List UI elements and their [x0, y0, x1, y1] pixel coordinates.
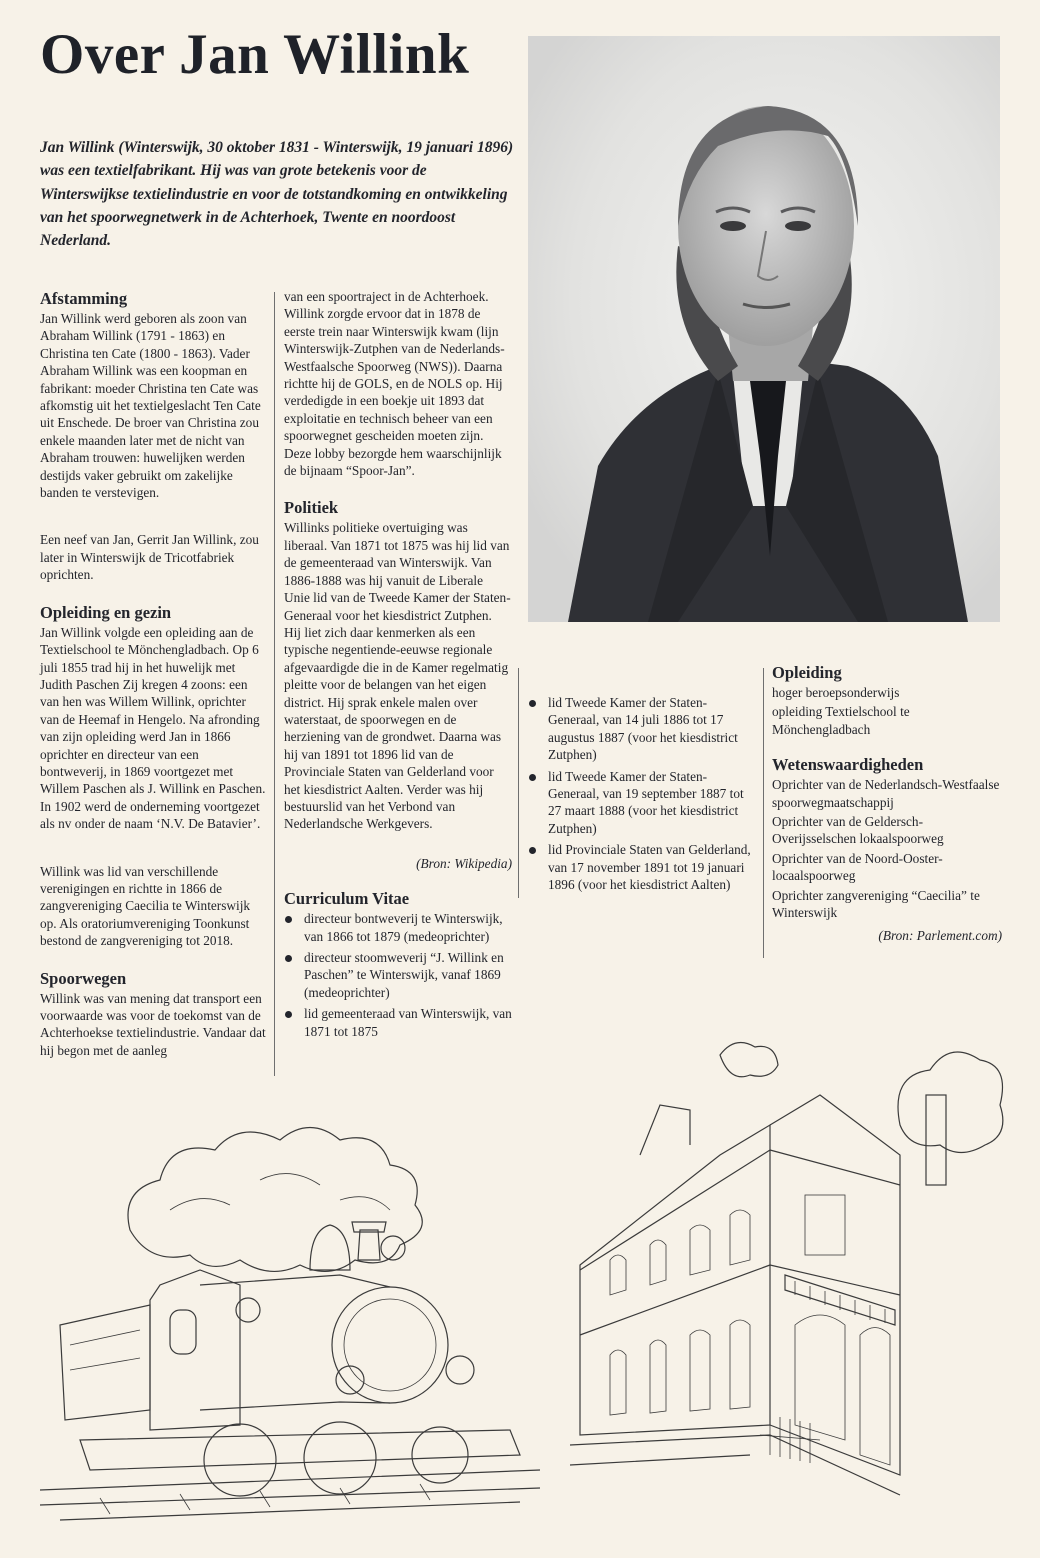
cv-item: directeur stoomweverij “J. Willink en Paschen” te Winterswijk, vanaf 1869 (medeoprichter) [284, 949, 512, 1001]
wetenswaardigheid-item: Oprichter zangvereniging “Caecilia” te Winterswijk [772, 887, 980, 921]
source-parlement: (Bron: Parlement.com) [878, 928, 1002, 944]
politiek-paragraph: Willinks politieke overtuiging was liberaal. Van 1871 tot 1875 was hij lid van de gemeenteraad van Winterswijk. Van 1886-1888 was hij vanuit de Liberale Unie lid van de Tweede Kamer der Staten-Generaal voor het kiesdistrict Zutphen. Hij liet zich daar kenmerken als een typische negentiende-eeuwse regionale afgevaardigde die in de Kamer regelmatig pleitte voor de belangen van het eigen district. Hij sprak enkele malen over waterstaat, de spoorwegen en de herziening van de grondwet. Daarna was hij van 1891 tot 1896 lid van de Provinciale Staten van Gelderland voor het kiesdistrict Aalten. Verder was hij bestuurslid van het Verbond van Nederlandsche Werkgevers. [284, 520, 511, 832]
cv-item: lid Tweede Kamer der Staten-Generaal, van 14 juli 1886 tot 17 augustus 1887 (voor het kiesdistrict Zutphen) [528, 694, 756, 764]
column-1 [40, 288, 266, 1059]
spoorwegen-paragraph: Willink was van mening dat transport een voorwaarde was voor de toekomst van de Achterhoekse textielindustrie. Vandaar dat hij begon met de aanleg [40, 990, 266, 1058]
column-divider [518, 668, 519, 898]
cv-heading: Curriculum Vitae [284, 889, 410, 909]
column-divider [274, 292, 275, 1076]
page-title: Over Jan Willink [40, 23, 470, 86]
cv-item: lid Tweede Kamer der Staten-Generaal, van 19 september 1887 tot 27 maart 1888 (voor het kiesdistrict Zutphen) [528, 768, 756, 838]
train-illustration [40, 1110, 540, 1530]
opleiding-gezin-heading: Opleiding en gezin [40, 602, 172, 622]
cv-list [284, 910, 512, 1040]
opleiding-gezin-paragraph: Jan Willink volgde een opleiding aan de Textielschool te Mönchengladbach. Op 6 juli 1855 trad hij in het huwelijk met Judith Paschen Zij kregen 4 zoons: een van hen was Willem Willink, oprichter van de Heemaf in Hengelo. Na afronding van zijn opleiding werd Jan in 1866 oprichter en directeur van een bontweverij, in 1869 voortgezet met Willem Paschen als J. Willink en Paschen. In 1902 werd de onderneming voortgezet als nv onder de naam ‘N.V. De Batavier’. [40, 624, 266, 832]
wetenswaardigheden-heading: Wetenswaardigheden [772, 755, 924, 775]
wetenswaardigheid-item: Oprichter van de Geldersch-Overijsselschen lokaalspoorweg [772, 814, 944, 847]
afstamming-paragraph: Een neef van Jan, Gerrit Jan Willink, zou later in Winterswijk de Tricotfabriek oprichten. [40, 532, 259, 583]
cv-item: lid Provinciale Staten van Gelderland, van 17 november 1891 tot 19 januari 1896 (voor het kiesdistrict Aalten) [528, 841, 756, 893]
spoorwegen-continued: van een spoortraject in de Achterhoek. Willink zorgde ervoor dat in 1878 de eerste trein naar Winterswijk kwam (lijn Winterswijk-Zutphen van de Nederlands-Westfaalsche Spoorweg (NWS)). Daarna richtte hij de GOLS, en de NOLS op. Hij verdedigde in een boekje uit 1893 dat exploitatie en technisch beheer van een spoorwegnet gescheiden moeten zijn. Deze lobby bezorgde hem waarschijnlijk de bijnaam “Spoor-Jan”. [284, 289, 505, 479]
intro-text: Jan Willink (Winterswijk, 30 oktober 1831 - Winterswijk, 19 januari 1896) was een textielfabrikant. Hij was van grote betekenis voor de Winterswijkse textielindustrie en voor de totstandkoming en ontwikkeling van het spoorwegnetwerk in de Achterhoek, Twente en noordoost Nederland. [40, 139, 514, 250]
opleiding-gezin-paragraph: Willink was lid van verschillende verenigingen en richtte in 1866 de zangvereniging Caecilia te Winterswijk op. Als oratoriumvereniging Toonkunst bestond de zangvereniging tot 2018. [40, 863, 251, 949]
politiek-heading: Politiek [284, 498, 339, 518]
opleiding-heading: Opleiding [772, 663, 842, 682]
column-2 [284, 288, 512, 1044]
spoorwegen-heading: Spoorwegen [40, 968, 127, 988]
column-3 [528, 694, 756, 897]
column-4 [772, 662, 1002, 947]
building-illustration [570, 1035, 1010, 1505]
wetenswaardigheid-item: Oprichter van de Noord-Ooster-locaalspoorweg [772, 850, 943, 884]
portrait-photo [528, 36, 1000, 622]
afstamming-heading: Afstamming [40, 289, 128, 308]
source-wikipedia: (Bron: Wikipedia) [416, 855, 512, 871]
cv-list-continued [528, 694, 756, 893]
afstamming-paragraph: Jan Willink werd geboren als zoon van Abraham Willink (1791 - 1863) en Christina ten Cate (1800 - 1863). Vader Abraham Willink was een koopman en fabrikant: moeder Christina ten Cate was afkomstig uit het textielgeslacht Ten Cate uit Enschede. De broer van Christina zou enkele maanden later met de nicht van Abraham trouwen: huwelijken werden destijds vaker gebruikt om zakelijke banden te verstevigen. [40, 311, 261, 501]
cv-item: lid gemeenteraad van Winterswijk, van 1871 tot 1875 [284, 1005, 512, 1040]
opleiding-item: opleiding Textielschool te Mönchengladbach [772, 704, 910, 737]
column-divider [763, 668, 764, 958]
cv-item: directeur bontweverij te Winterswijk, van 1866 tot 1879 (medeoprichter) [284, 910, 512, 945]
opleiding-item: hoger beroepsonderwijs [772, 685, 900, 700]
wetenswaardigheid-item: Oprichter van de Nederlandsch-Westfaalse spoorwegmaatschappij [772, 777, 1000, 810]
